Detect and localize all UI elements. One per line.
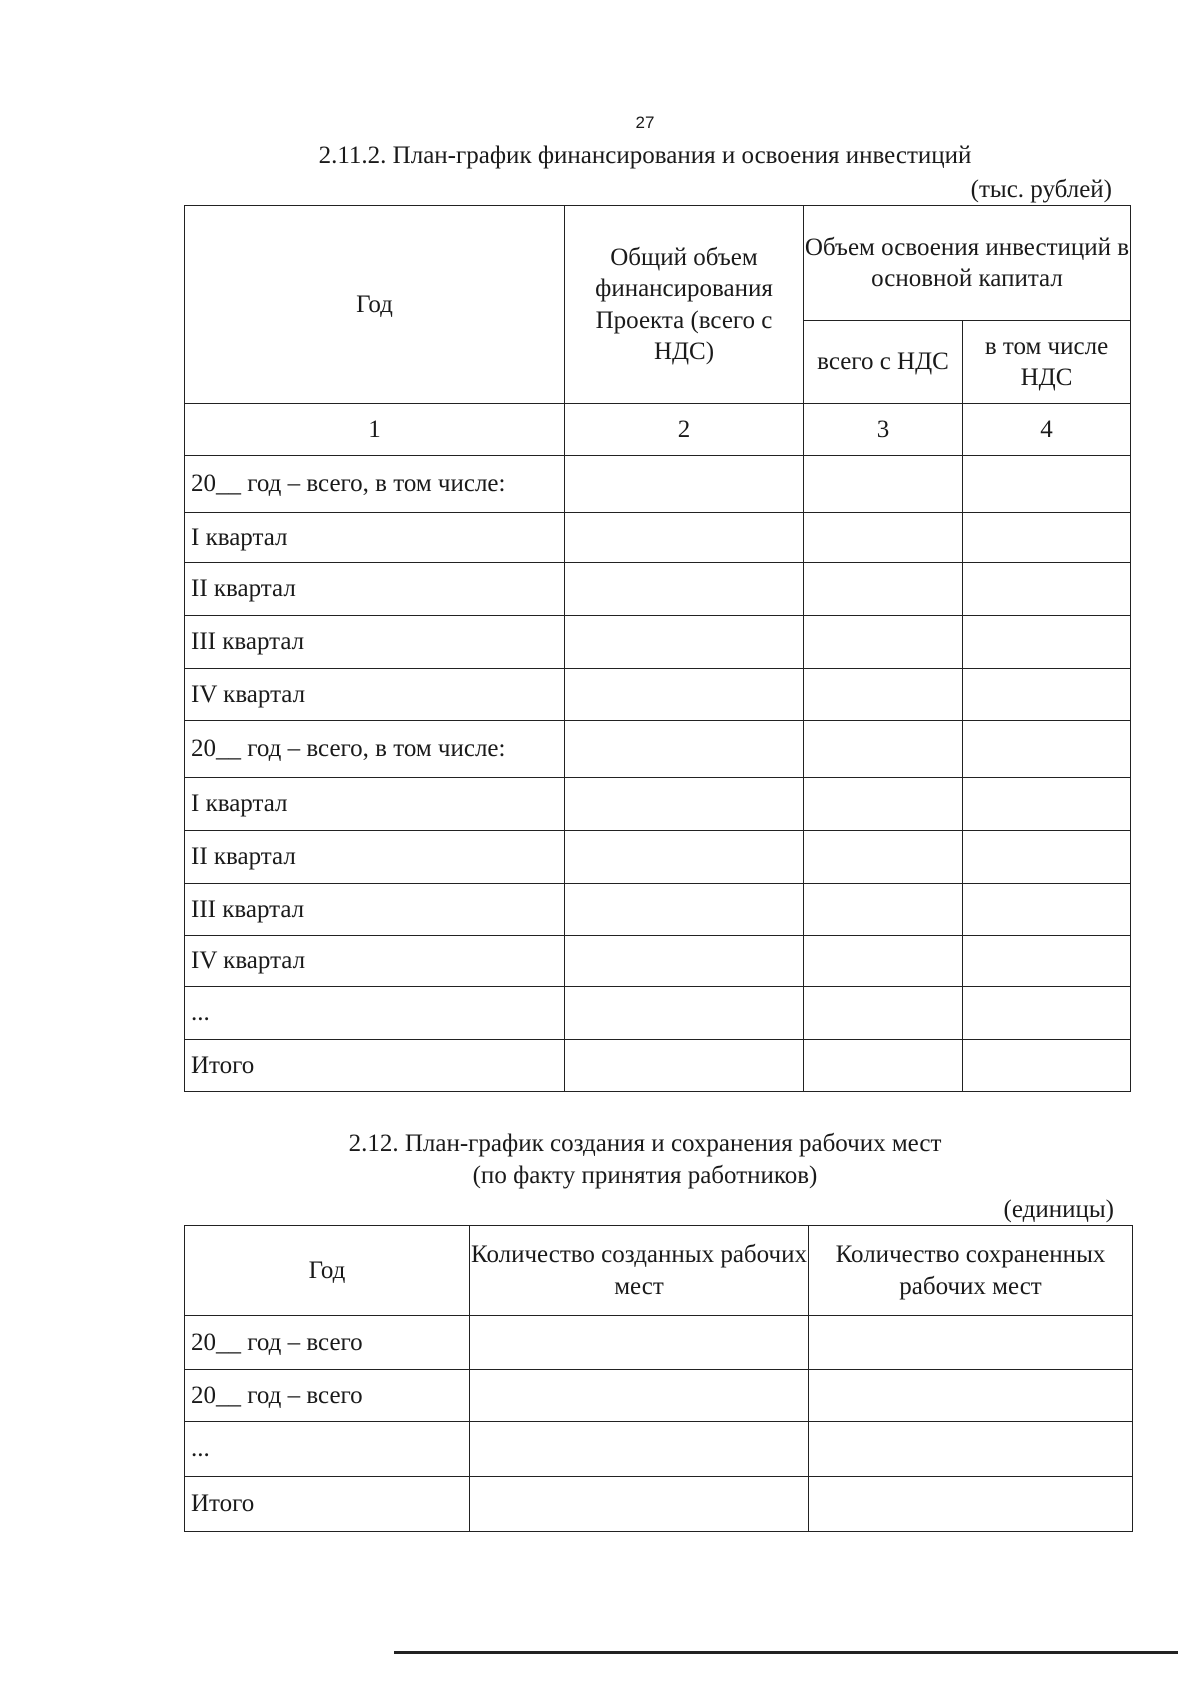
- row-label: II квартал: [185, 563, 565, 616]
- section-title-jobs: 2.12. План-график создания и сохранения рабочих мест: [348, 1130, 942, 1157]
- table-row: [185, 831, 1131, 884]
- table-row: [185, 563, 1131, 616]
- cell-total-with-vat: [804, 616, 963, 669]
- cell-total-financing: [565, 669, 804, 721]
- cell-including-vat: [963, 1040, 1131, 1092]
- unit-label-financing: (тыс. рублей): [970, 176, 1112, 203]
- cell-total-financing: [565, 936, 804, 987]
- cell-total-with-vat: [804, 721, 963, 778]
- row-label: ...: [185, 1422, 470, 1477]
- cell-preserved-jobs: [809, 1477, 1133, 1532]
- column-number: 2: [565, 404, 804, 456]
- row-label: II квартал: [185, 831, 565, 884]
- cell-total-with-vat: [804, 884, 963, 936]
- header-preserved-jobs: Количество сохраненных рабочих мест: [809, 1226, 1133, 1316]
- unit-label-jobs: (единицы): [1003, 1196, 1114, 1223]
- header-year: Год: [185, 206, 565, 404]
- cell-including-vat: [963, 721, 1131, 778]
- section-subtitle-jobs: (по факту принятия работников): [472, 1162, 818, 1189]
- row-label: I квартал: [185, 778, 565, 831]
- row-label: 20__ год – всего: [185, 1316, 470, 1370]
- table-row: [185, 616, 1131, 669]
- column-number: 4: [963, 404, 1131, 456]
- cell-preserved-jobs: [809, 1422, 1133, 1477]
- row-label: I квартал: [185, 513, 565, 563]
- row-label: Итого: [185, 1040, 565, 1092]
- header-year: Год: [185, 1226, 470, 1316]
- cell-total-with-vat: [804, 513, 963, 563]
- column-number: 3: [804, 404, 963, 456]
- cell-total-with-vat: [804, 1040, 963, 1092]
- cell-total-with-vat: [804, 987, 963, 1040]
- row-label: IV квартал: [185, 936, 565, 987]
- cell-total-with-vat: [804, 936, 963, 987]
- cell-total-financing: [565, 563, 804, 616]
- cell-total-financing: [565, 987, 804, 1040]
- cell-total-financing: [565, 721, 804, 778]
- table-row: [185, 721, 1131, 778]
- financing-schedule-table: [184, 205, 1131, 1092]
- cell-total-with-vat: [804, 778, 963, 831]
- header-investment-volume: Объем освоения инвестиций в основной капитал: [804, 206, 1131, 321]
- table-row: [185, 1477, 1133, 1532]
- cell-total-financing: [565, 778, 804, 831]
- jobs-schedule-table: [184, 1225, 1133, 1532]
- header-created-jobs: Количество созданных рабочих мест: [470, 1226, 809, 1316]
- row-label: 20__ год – всего, в том числе:: [185, 456, 565, 513]
- row-label: III квартал: [185, 884, 565, 936]
- cell-created-jobs: [470, 1370, 809, 1422]
- table-row: [185, 987, 1131, 1040]
- table-row: [185, 513, 1131, 563]
- table-row: [185, 936, 1131, 987]
- row-label: ...: [185, 987, 565, 1040]
- table-row: [185, 669, 1131, 721]
- cell-including-vat: [963, 778, 1131, 831]
- section-title-financing: 2.11.2. План-график финансирования и освоения инвестиций: [318, 142, 972, 169]
- page-number: 27: [635, 113, 655, 132]
- cell-including-vat: [963, 831, 1131, 884]
- cell-total-with-vat: [804, 563, 963, 616]
- table-row: [185, 884, 1131, 936]
- cell-total-financing: [565, 831, 804, 884]
- row-label: IV квартал: [185, 669, 565, 721]
- cell-total-financing: [565, 616, 804, 669]
- cell-total-financing: [565, 513, 804, 563]
- cell-preserved-jobs: [809, 1370, 1133, 1422]
- cell-total-with-vat: [804, 831, 963, 884]
- cell-created-jobs: [470, 1422, 809, 1477]
- cell-total-financing: [565, 1040, 804, 1092]
- cell-including-vat: [963, 616, 1131, 669]
- table-row: [185, 1316, 1133, 1370]
- cell-total-with-vat: [804, 456, 963, 513]
- cell-including-vat: [963, 456, 1131, 513]
- table-row: [185, 1422, 1133, 1477]
- cell-including-vat: [963, 987, 1131, 1040]
- row-label: 20__ год – всего, в том числе:: [185, 721, 565, 778]
- cell-including-vat: [963, 936, 1131, 987]
- header-total-with-vat: всего с НДС: [804, 321, 963, 404]
- cell-total-financing: [565, 456, 804, 513]
- header-including-vat: в том числе НДС: [963, 321, 1131, 404]
- cell-preserved-jobs: [809, 1316, 1133, 1370]
- cell-created-jobs: [470, 1316, 809, 1370]
- table-row: [185, 1370, 1133, 1422]
- row-label: Итого: [185, 1477, 470, 1532]
- header-total-financing: Общий объем финансирования Проекта (всего с НДС): [565, 206, 804, 404]
- column-number: 1: [185, 404, 565, 456]
- table-row: [185, 456, 1131, 513]
- cell-including-vat: [963, 563, 1131, 616]
- cell-including-vat: [963, 669, 1131, 721]
- table-row: [185, 778, 1131, 831]
- column-number-row: [185, 404, 1131, 456]
- cell-created-jobs: [470, 1477, 809, 1532]
- table-row: [185, 1040, 1131, 1092]
- cell-including-vat: [963, 884, 1131, 936]
- cell-total-with-vat: [804, 669, 963, 721]
- row-label: 20__ год – всего: [185, 1370, 470, 1422]
- cell-total-financing: [565, 884, 804, 936]
- cell-including-vat: [963, 513, 1131, 563]
- row-label: III квартал: [185, 616, 565, 669]
- bottom-rule: [394, 1651, 1178, 1654]
